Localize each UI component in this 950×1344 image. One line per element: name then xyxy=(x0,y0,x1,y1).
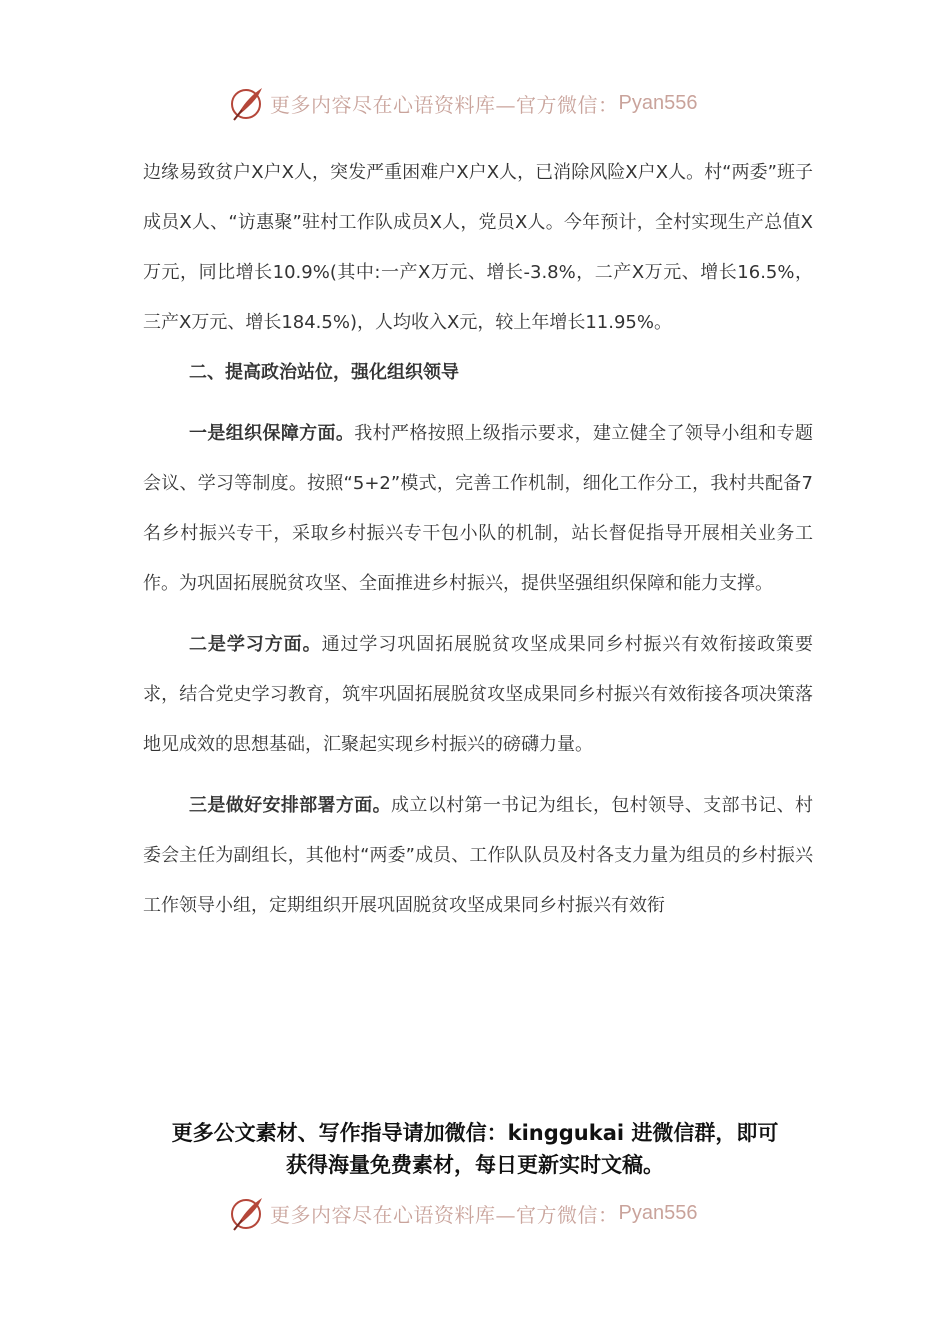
section-heading: 二、提高政治站位，强化组织领导 xyxy=(189,362,459,383)
document-body xyxy=(143,148,813,931)
banner-text: 更多内容尽在心语资料库—官方微信： xyxy=(270,1202,619,1227)
paragraph-text: 我村严格按照上级指示要求，建立健全了领导小组和专题会议、学习等制度。按照“5+2”模式，完善工作机制，细化工作分工，我村共配备7名乡村振兴专干，采取乡村振兴专干包小队的机制，站长督促指导开展相关业务工作。为巩固拓展脱贫攻坚、全面推进乡村振兴，提供坚强组织保障和能力支撑。 xyxy=(143,423,814,594)
banner-text: 更多内容尽在心语资料库—官方微信： xyxy=(270,92,619,117)
banner-wechat-id: Pyan556 xyxy=(618,1201,698,1224)
footer-note-line2: 获得海量免费素材，每日更新实时文稿。 xyxy=(286,1153,664,1177)
paragraph-lead: 二是学习方面。 xyxy=(189,634,322,655)
footer-promo-note xyxy=(0,1117,950,1181)
paragraph-text: 通过学习巩固拓展脱贫攻坚成果同乡村振兴有效衔接政策要求，结合党史学习教育，筑牢巩固拓展脱贫攻坚成果同乡村振兴有效衔接各项决策落地见成效的思想基础，汇聚起实现乡村振兴的磅礴力量。 xyxy=(143,634,813,755)
quill-logo-icon xyxy=(228,1194,266,1232)
quill-logo-icon xyxy=(228,84,266,122)
intro-paragraph: 边缘易致贫户X户X人，突发严重困难户X户X人，已消除风险X户X人。村“两委”班子成员X人、“访惠聚”驻村工作队成员X人，党员X人。今年预计，全村实现生产总值X万元，同比增长10.9%(其中:一产X万元、增长-3.8%，二产X万元、增长16.5%，三产X万元、增长184.5%)，人均收入X元，较上年增长11.95%。 xyxy=(143,162,813,333)
footer-note-line1: 更多公文素材、写作指导请加微信：kinggukai 进微信群，即可 xyxy=(171,1121,779,1145)
banner-wechat-id: Pyan556 xyxy=(618,91,698,114)
footer-banner xyxy=(228,1193,697,1233)
header-banner xyxy=(228,83,697,123)
paragraph-deployment xyxy=(143,781,813,931)
paragraph-text: 成立以村第一书记为组长，包村领导、支部书记、村委会主任为副组长，其他村“两委”成员、工作队队员及村各支力量为组员的乡村振兴工作领导小组，定期组织开展巩固脱贫攻坚成果同乡村振兴有效衔 xyxy=(143,795,813,916)
paragraph-study xyxy=(143,620,813,770)
paragraph-lead: 三是做好安排部署方面。 xyxy=(189,795,391,816)
paragraph-lead: 一是组织保障方面。 xyxy=(189,423,355,444)
paragraph-organization xyxy=(143,409,813,609)
